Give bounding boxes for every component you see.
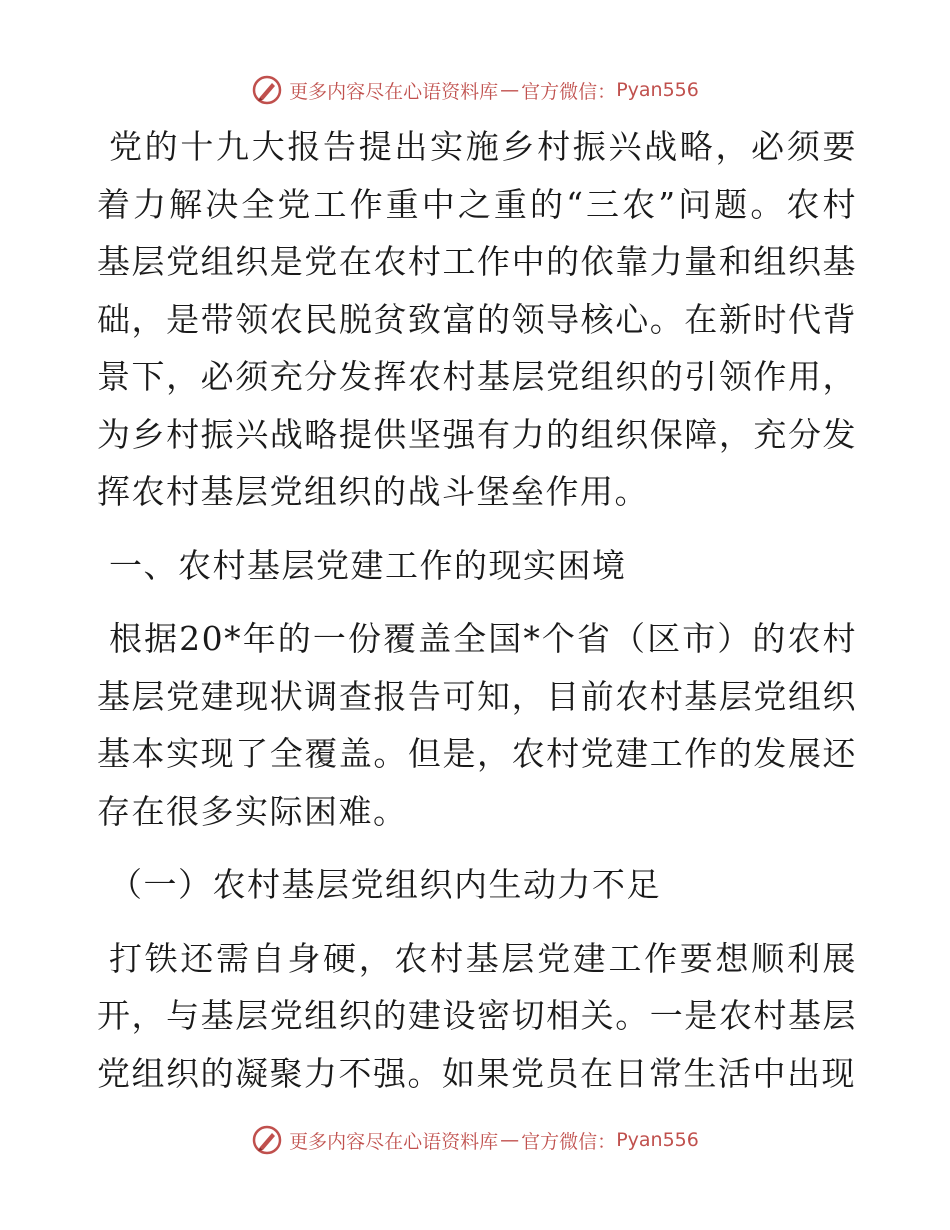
section-heading-1: 一、农村基层党建工作的现实困境 xyxy=(109,545,627,585)
pen-logo-icon xyxy=(251,1124,283,1156)
watermark-text: 更多内容尽在心语资料库 xyxy=(289,1130,499,1153)
pen-logo-icon xyxy=(251,74,283,106)
watermark-wechat-label: 官方微信： xyxy=(521,1130,617,1153)
header-watermark xyxy=(0,70,950,110)
watermark-wechat-id: Pyan556 xyxy=(616,1129,699,1151)
watermark-separator: — xyxy=(500,1129,520,1151)
footer-watermark xyxy=(0,1120,950,1160)
paragraph-cohesion: 打铁还需自身硬，农村基层党建工作要想顺利展开，与基层党组织的建设密切相关。一是农村基层党组织的凝聚力不强。如果党员在日常生活中出现 xyxy=(97,938,857,1093)
watermark-text: 更多内容尽在心语资料库 xyxy=(289,80,499,103)
document-body xyxy=(97,118,857,1102)
paragraph-survey: 根据20*年的一份覆盖全国*个省（区市）的农村基层党建现状调查报告可知，目前农村基层党组织基本实现了全覆盖。但是，农村党建工作的发展还存在很多实际困难。 xyxy=(97,619,857,831)
watermark-separator: — xyxy=(500,79,520,101)
subsection-heading-1: （一）农村基层党组织内生动力不足 xyxy=(109,865,661,904)
paragraph-intro: 党的十九大报告提出实施乡村振兴战略，必须要着力解决全党工作重中之重的“三农”问题。农村基层党组织是党在农村工作中的依靠力量和组织基础，是带领农民脱贫致富的领导核心。在新时代背景下，必须充分发挥农村基层党组织的引领作用，为乡村振兴战略提供坚强有力的组织保障，充分发挥农村基层党组织的战斗堡垒作用。 xyxy=(97,127,857,511)
watermark-wechat-label: 官方微信： xyxy=(521,80,617,103)
watermark-wechat-id: Pyan556 xyxy=(616,79,699,101)
